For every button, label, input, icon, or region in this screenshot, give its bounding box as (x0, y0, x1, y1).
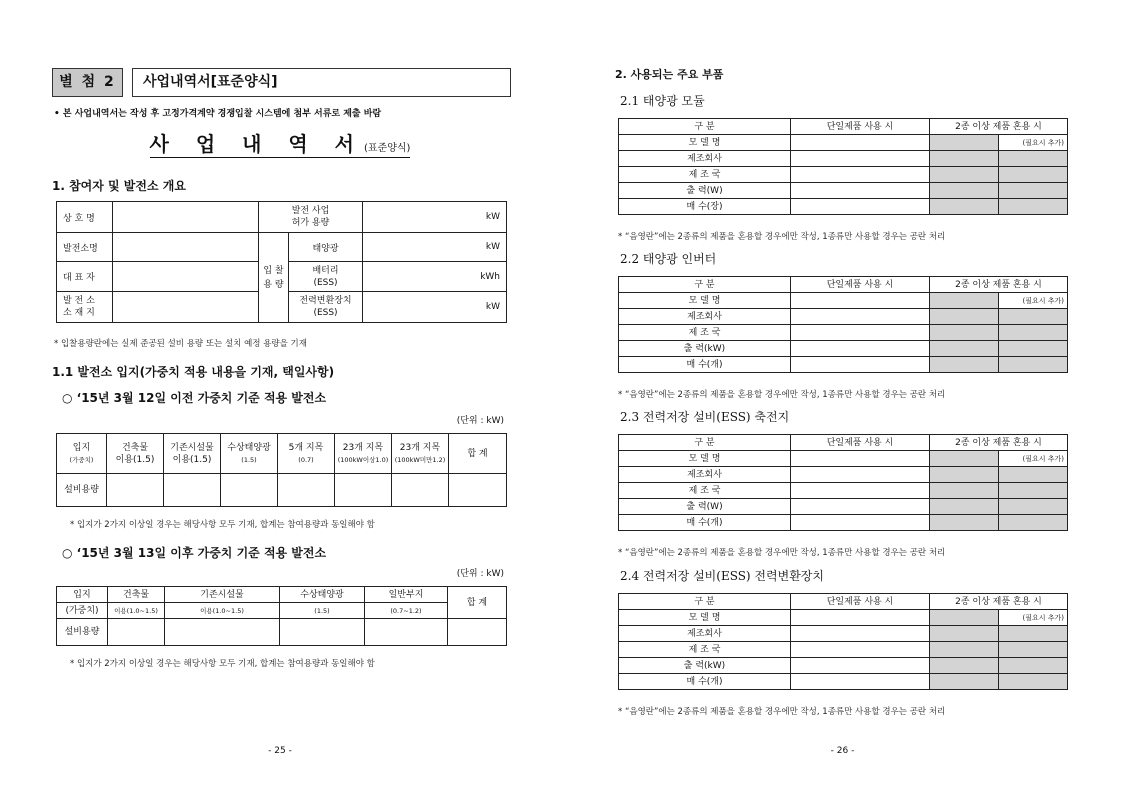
parts-table (618, 593, 1068, 690)
pcs-value[interactable]: kW (363, 292, 507, 323)
cell[interactable] (392, 474, 449, 507)
plant-name-label: 발전소명 (57, 233, 113, 262)
col-floating-solar-weight: (1.5) (280, 603, 365, 619)
location-note-b: * 입지가 2가지 이상일 경우는 해당사항 모두 기재, 합계는 참여용량과 동일해야 함 (70, 659, 375, 669)
row-label: 제조회사 (619, 626, 791, 642)
single-product-cell[interactable] (791, 135, 930, 151)
section-2-title: 2. 사용되는 주요 부품 (615, 68, 724, 81)
mixed-product-2-cell[interactable] (999, 674, 1068, 690)
row-label: 매 수(장) (619, 199, 791, 215)
table-row (619, 135, 1068, 151)
table-row (619, 341, 1068, 357)
row-label: 제 조 국 (619, 483, 791, 499)
mixed-product-2-cell[interactable] (999, 341, 1068, 357)
add-if-needed-hint[interactable]: (필요시 추가) (999, 135, 1068, 151)
mixed-product-2-cell[interactable] (999, 515, 1068, 531)
row-label: 모 델 명 (619, 293, 791, 309)
single-product-cell[interactable] (791, 325, 930, 341)
company-value[interactable] (113, 202, 259, 233)
table-row (619, 515, 1068, 531)
col-existing-facility: 기존시설물 (165, 587, 280, 603)
table-row (619, 357, 1068, 373)
mixed-product-1-cell[interactable] (930, 467, 999, 483)
permit-capacity-label: 발전 사업 허가 용량 (259, 202, 363, 233)
cell[interactable] (280, 619, 365, 646)
col-location: 입지 (가중치) (57, 434, 107, 474)
ceo-value[interactable] (113, 262, 259, 292)
parts-section-title: 2.4 전력저장 설비(ESS) 전력변환장치 (620, 569, 824, 583)
table-row (619, 451, 1068, 467)
row-label: 모 델 명 (619, 135, 791, 151)
col-division: 구 분 (619, 119, 791, 135)
mixed-product-2-cell[interactable] (999, 199, 1068, 215)
pcs-label: 전력변환장치 (ESS) (289, 292, 363, 323)
col-general-land: 일반부지 (365, 587, 448, 603)
plant-name-value[interactable] (113, 233, 259, 262)
cell[interactable] (107, 474, 164, 507)
solar-value[interactable]: kW (363, 233, 507, 262)
col-division: 구 분 (619, 435, 791, 451)
single-product-cell[interactable] (791, 467, 930, 483)
mixed-product-2-cell[interactable] (999, 658, 1068, 674)
section-1-1-title: 1.1 발전소 입지(가중치 적용 내용을 기재, 택일사항) (52, 365, 335, 379)
single-product-cell[interactable] (791, 341, 930, 357)
cell[interactable] (448, 619, 507, 646)
parts-section-title: 2.3 전력저장 설비(ESS) 축전지 (620, 410, 790, 424)
single-product-cell[interactable] (791, 151, 930, 167)
row-label: 제 조 국 (619, 325, 791, 341)
single-product-cell[interactable] (791, 199, 930, 215)
row-label: 제조회사 (619, 467, 791, 483)
col-location: 입지 (57, 587, 108, 603)
company-label: 상 호 명 (57, 202, 113, 233)
mixed-product-1-cell[interactable] (930, 167, 999, 183)
mixed-product-2-cell[interactable] (999, 151, 1068, 167)
battery-value[interactable]: kWh (363, 262, 507, 292)
row-label: 모 델 명 (619, 451, 791, 467)
mixed-product-2-cell[interactable] (999, 167, 1068, 183)
table-row (619, 499, 1068, 515)
mixed-product-1-cell[interactable] (930, 610, 999, 626)
row-label: 출 력(kW) (619, 341, 791, 357)
table-row (619, 167, 1068, 183)
address-label: 발 전 소 소 재 지 (57, 292, 113, 323)
parts-section-title: 2.2 태양광 인버터 (620, 252, 717, 266)
mixed-product-1-cell[interactable] (930, 341, 999, 357)
col-mixed-products: 2종 이상 제품 혼용 시 (930, 119, 1068, 135)
col-mixed-products: 2종 이상 제품 혼용 시 (930, 435, 1068, 451)
col-division: 구 분 (619, 594, 791, 610)
mixed-product-2-cell[interactable] (999, 183, 1068, 199)
mixed-product-2-cell[interactable] (999, 499, 1068, 515)
cell[interactable] (365, 619, 448, 646)
row-label: 제 조 국 (619, 642, 791, 658)
permit-capacity-value[interactable]: kW (363, 202, 507, 233)
unit-a: (단위 : kW) (456, 416, 504, 426)
bid-capacity-label: 입 찰 용 량 (259, 233, 289, 323)
subsection-b-title: ○ ‘15년 3월 13일 이후 가중치 기준 적용 발전소 (62, 546, 327, 560)
page-right (615, 0, 1070, 793)
shaded-cell-footnote: * “음영란”에는 2종류의 제품을 혼용할 경우에만 작성, 1종류만 사용할 경우는 공란 처리 (618, 548, 946, 558)
col-single-product: 단일제품 사용 시 (791, 119, 930, 135)
shaded-cell-footnote: * “음영란”에는 2종류의 제품을 혼용할 경우에만 작성, 1종류만 사용할 경우는 공란 처리 (618, 390, 946, 400)
col-single-product: 단일제품 사용 시 (791, 277, 930, 293)
address-value[interactable] (113, 292, 259, 323)
subsection-a-title: ○ ‘15년 3월 12일 이전 가중치 기준 적용 발전소 (62, 391, 327, 405)
table-row (619, 199, 1068, 215)
document-title-suffix: (표준양식) (364, 143, 411, 154)
single-product-cell[interactable] (791, 610, 930, 626)
table-row (619, 183, 1068, 199)
parts-table (618, 276, 1068, 373)
add-if-needed-hint[interactable]: (필요시 추가) (999, 610, 1068, 626)
col-location-weight: (가중치) (57, 603, 108, 619)
mixed-product-2-cell[interactable] (999, 325, 1068, 341)
table-row (619, 610, 1068, 626)
add-if-needed-hint[interactable]: (필요시 추가) (999, 451, 1068, 467)
mixed-product-1-cell[interactable] (930, 135, 999, 151)
cell[interactable] (449, 474, 507, 507)
mixed-product-2-cell[interactable] (999, 483, 1068, 499)
single-product-cell[interactable] (791, 309, 930, 325)
document-title-text: 사 업 내 역 서 (149, 132, 364, 156)
col-building: 건축물 이용(1.5) (107, 434, 164, 474)
parts-section-title: 2.1 태양광 모듈 (620, 94, 705, 108)
mixed-product-1-cell[interactable] (930, 642, 999, 658)
section-1-title: 1. 참여자 및 발전소 개요 (52, 179, 186, 193)
mixed-product-1-cell[interactable] (930, 357, 999, 373)
single-product-cell[interactable] (791, 515, 930, 531)
table-row (619, 309, 1068, 325)
row-label: 제조회사 (619, 309, 791, 325)
col-existing-facility: 기존시설물 이용(1.5) (164, 434, 221, 474)
row-label: 매 수(개) (619, 515, 791, 531)
shaded-cell-footnote: * “음영란”에는 2종류의 제품을 혼용할 경우에만 작성, 1종류만 사용할 경우는 공란 처리 (618, 232, 946, 242)
row-capacity-label: 설비용량 (57, 474, 107, 507)
single-product-cell[interactable] (791, 357, 930, 373)
table-row (619, 658, 1068, 674)
document-title (52, 128, 508, 157)
mixed-product-1-cell[interactable] (930, 499, 999, 515)
single-product-cell[interactable] (791, 483, 930, 499)
col-single-product: 단일제품 사용 시 (791, 594, 930, 610)
mixed-product-2-cell[interactable] (999, 642, 1068, 658)
col-total: 합 계 (449, 434, 507, 474)
mixed-product-1-cell[interactable] (930, 515, 999, 531)
page-number-25: - 25 - (268, 746, 292, 756)
mixed-product-2-cell[interactable] (999, 309, 1068, 325)
col-floating-solar: 수상태양광 (280, 587, 365, 603)
unit-b: (단위 : kW) (456, 569, 504, 579)
col-existing-facility-weight: 이용(1.0~1.5) (165, 603, 280, 619)
cell[interactable] (278, 474, 335, 507)
col-floating-solar: 수상태양광 (1.5) (221, 434, 278, 474)
mixed-product-2-cell[interactable] (999, 626, 1068, 642)
row-label: 출 력(W) (619, 183, 791, 199)
table-row (619, 467, 1068, 483)
cell[interactable] (108, 619, 165, 646)
row-label: 매 수(개) (619, 357, 791, 373)
weight-table-before (56, 433, 507, 507)
single-product-cell[interactable] (791, 499, 930, 515)
table-row (619, 483, 1068, 499)
mixed-product-2-cell[interactable] (999, 467, 1068, 483)
col-building-weight: 이용(1.0~1.5) (108, 603, 165, 619)
shaded-cell-footnote: * “음영란”에는 2종류의 제품을 혼용할 경우에만 작성, 1종류만 사용할 경우는 공란 처리 (618, 707, 946, 717)
col-mixed-products: 2종 이상 제품 혼용 시 (930, 594, 1068, 610)
attachment-title: 사업내역서[표준양식] (132, 68, 511, 97)
col-mixed-products: 2종 이상 제품 혼용 시 (930, 277, 1068, 293)
attachment-tag: 별 첨 2 (52, 68, 123, 97)
table-row (619, 642, 1068, 658)
col-building: 건축물 (108, 587, 165, 603)
page-number-26: - 26 - (830, 746, 855, 756)
parts-table (618, 118, 1068, 215)
page-left (52, 0, 508, 793)
row-label: 제 조 국 (619, 167, 791, 183)
battery-label: 배터리 (ESS) (289, 262, 363, 292)
mixed-product-1-cell[interactable] (930, 199, 999, 215)
parts-table (618, 434, 1068, 531)
col-division: 구 분 (619, 277, 791, 293)
mixed-product-1-cell[interactable] (930, 483, 999, 499)
col-23-land-types-under: 23개 지목 (100kW미만1.2) (392, 434, 449, 474)
cell[interactable] (221, 474, 278, 507)
overview-table (56, 201, 507, 323)
mixed-product-1-cell[interactable] (930, 674, 999, 690)
mixed-product-1-cell[interactable] (930, 451, 999, 467)
mixed-product-1-cell[interactable] (930, 309, 999, 325)
row-label: 매 수(개) (619, 674, 791, 690)
mixed-product-1-cell[interactable] (930, 151, 999, 167)
bid-capacity-note: * 입찰용량란에는 실제 준공된 설비 용량 또는 설치 예정 용량을 기재 (54, 339, 307, 349)
table-row (619, 151, 1068, 167)
mixed-product-1-cell[interactable] (930, 626, 999, 642)
mixed-product-1-cell[interactable] (930, 293, 999, 309)
row-label: 제조회사 (619, 151, 791, 167)
single-product-cell[interactable] (791, 642, 930, 658)
col-general-land-weight: (0.7~1.2) (365, 603, 448, 619)
mixed-product-1-cell[interactable] (930, 325, 999, 341)
col-single-product: 단일제품 사용 시 (791, 435, 930, 451)
single-product-cell[interactable] (791, 167, 930, 183)
cell[interactable] (165, 619, 280, 646)
table-row (619, 325, 1068, 341)
add-if-needed-hint[interactable]: (필요시 추가) (999, 293, 1068, 309)
submission-instruction: • 본 사업내역서는 작성 후 고정가격계약 경쟁입찰 시스템에 첨부 서류로 제출 바람 (54, 109, 382, 119)
single-product-cell[interactable] (791, 293, 930, 309)
single-product-cell[interactable] (791, 451, 930, 467)
single-product-cell[interactable] (791, 626, 930, 642)
col-total: 합 계 (448, 587, 507, 619)
weight-table-after (56, 586, 507, 646)
mixed-product-2-cell[interactable] (999, 357, 1068, 373)
row-label: 출 력(kW) (619, 658, 791, 674)
mixed-product-1-cell[interactable] (930, 183, 999, 199)
single-product-cell[interactable] (791, 674, 930, 690)
col-23-land-types-over: 23개 지목 (100kW이상1.0) (335, 434, 392, 474)
table-row (619, 674, 1068, 690)
single-product-cell[interactable] (791, 658, 930, 674)
mixed-product-1-cell[interactable] (930, 658, 999, 674)
cell[interactable] (164, 474, 221, 507)
table-row (619, 293, 1068, 309)
ceo-label: 대 표 자 (57, 262, 113, 292)
row-label: 모 델 명 (619, 610, 791, 626)
location-note-a: * 입지가 2가지 이상일 경우는 해당사항 모두 기재, 합계는 참여용량과 동일해야 함 (70, 520, 375, 530)
solar-label: 태양광 (289, 233, 363, 262)
cell[interactable] (335, 474, 392, 507)
row-label: 출 력(W) (619, 499, 791, 515)
single-product-cell[interactable] (791, 183, 930, 199)
col-5-land-types: 5개 지목 (0.7) (278, 434, 335, 474)
row-capacity-label: 설비용량 (57, 619, 108, 646)
table-row (619, 626, 1068, 642)
